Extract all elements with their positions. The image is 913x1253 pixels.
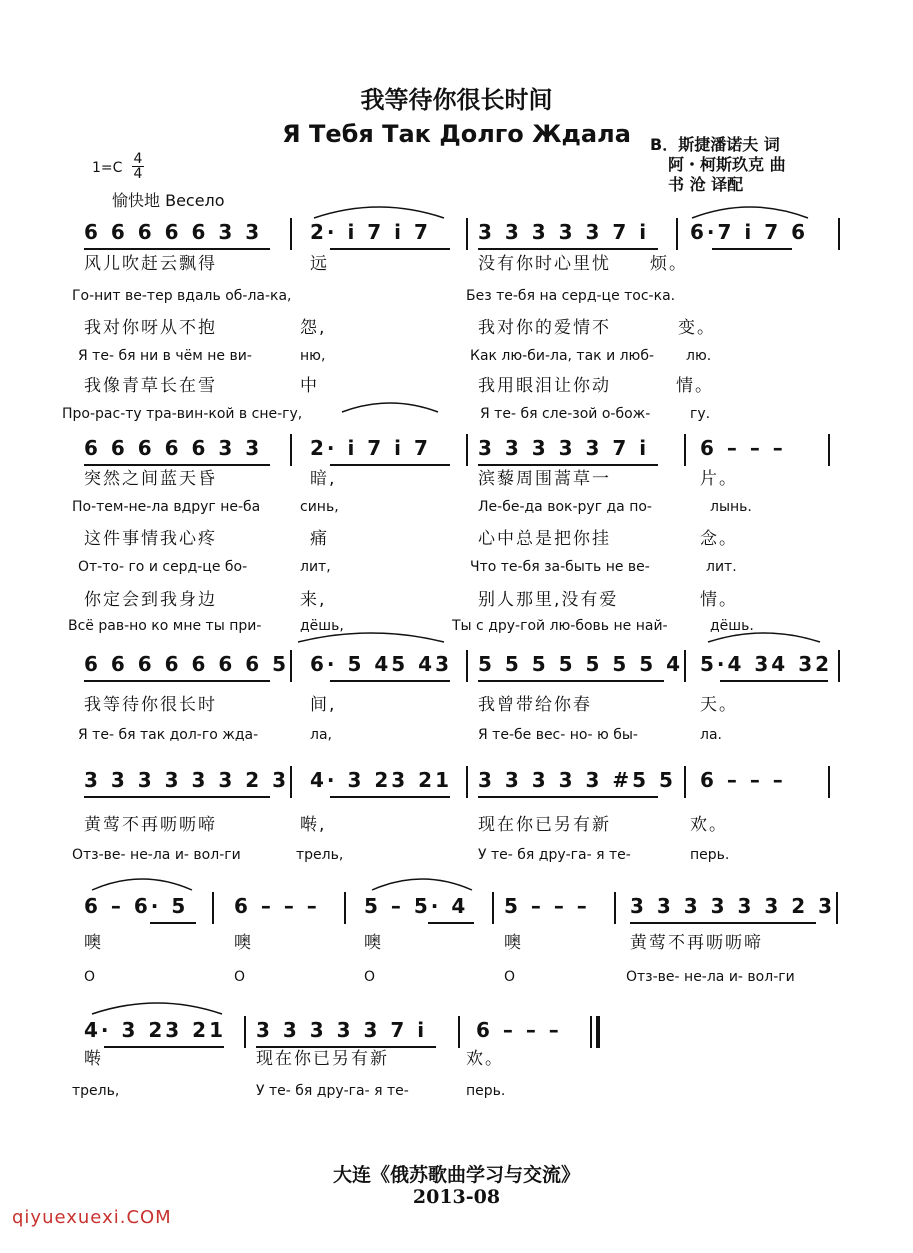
- lyric-line: 啭 现在你已另有新 欢。: [84, 1049, 504, 1069]
- lyric-line: 这件事情我心疼 痛 心中总是把你挂 念。: [84, 529, 738, 549]
- lyric-line: Го-нит ве-тер вдаль об-ла-ка, Без те-бя на серд-це тос-ка.: [72, 288, 676, 304]
- lyric-line: 噢 噢 噢 噢 黄莺不再呖呖啼: [84, 933, 763, 953]
- lyric-line: Отз-ве- не-ла и- вол-ги трель, У те- бя дру-га- я те- перь.: [72, 847, 730, 863]
- beam-underline: [84, 680, 270, 682]
- lyric-line: 突然之间蓝天昏 暗, 滨藜周围蒿草一 片。: [84, 469, 738, 489]
- credit-composer: 阿・柯斯玖克 曲: [668, 155, 786, 174]
- barline: [212, 892, 214, 924]
- barline: [344, 892, 346, 924]
- measure: 6 – – –: [476, 1018, 562, 1042]
- measure: 6 – – –: [234, 894, 320, 918]
- measure: 6 – 6· 5: [84, 894, 189, 918]
- lyric-line: 黄莺不再呖呖啼 啭, 现在你已另有新 欢。: [84, 815, 728, 835]
- watermark-text: qiyuexuexi.COM: [12, 1207, 172, 1228]
- lyric-line: По-тем-не-ла вдруг не-ба синь, Ле-бе-да вок-руг да по- лынь.: [72, 499, 752, 515]
- barline: [492, 892, 494, 924]
- barline: [838, 650, 840, 682]
- lyric-line: Про-рас-ту тра-вин-кой в сне-гу, Я те- бя сле-зой о-бож- гу.: [62, 406, 711, 422]
- barline: [290, 218, 292, 250]
- measure: 6·7 i 7 6: [690, 220, 809, 244]
- title-russian: Я Тебя Так Долго Ждала: [282, 120, 631, 148]
- beam-underline: [630, 922, 816, 924]
- measure: 2· i 7 i 7: [310, 436, 431, 460]
- beam-underline: [84, 796, 270, 798]
- beam-underline: [330, 680, 450, 682]
- barline: [828, 766, 830, 798]
- lyric-line: О О О О Отз-ве- не-ла и- вол-ги: [84, 969, 795, 985]
- measure: 3 3 3 3 3 3 2 3: [630, 894, 836, 918]
- measure: 5 5 5 5 5 5 5 4: [478, 652, 684, 676]
- score-system-6: [0, 1012, 913, 1048]
- beam-underline: [478, 248, 658, 250]
- measure: 6 – – –: [700, 436, 786, 460]
- measure: 6 – – –: [700, 768, 786, 792]
- credit-lyricist: B．斯捷潘诺夫 词: [650, 135, 780, 154]
- measure: 3 3 3 3 3 7 i: [478, 436, 650, 460]
- score-system-1: [0, 214, 913, 250]
- beam-underline: [478, 680, 664, 682]
- credit-translator: 书 沧 译配: [668, 175, 744, 194]
- barline: [838, 218, 840, 250]
- measure: 6 6 6 6 6 6 6 5: [84, 652, 290, 676]
- beam-underline: [712, 248, 792, 250]
- time-signature: 4 4: [133, 151, 143, 182]
- barline: [466, 218, 468, 250]
- score-system-3: [0, 646, 913, 682]
- final-barline: [596, 1016, 600, 1048]
- barline: [836, 892, 838, 924]
- barline: [466, 766, 468, 798]
- measure: 5 – – –: [504, 894, 590, 918]
- lyric-line: Я те- бя ни в чём не ви- ню, Как лю-би-ла, так и люб- лю.: [78, 348, 712, 364]
- barline: [828, 434, 830, 466]
- measure: 3 3 3 3 3 7 i: [256, 1018, 428, 1042]
- measure: 6· 5 45 43: [310, 652, 452, 676]
- barline: [458, 1016, 460, 1048]
- measure: 6 6 6 6 6 3 3: [84, 220, 263, 244]
- title-chinese: 我等待你很长时间: [360, 86, 553, 114]
- measure: 3 3 3 3 3 3 2 3: [84, 768, 290, 792]
- lyric-line: 风儿吹赶云飘得 远 没有你时心里忧 烦。: [84, 254, 688, 274]
- measure: 4· 3 23 21: [84, 1018, 226, 1042]
- beam-underline: [428, 922, 474, 924]
- measure: 5 – 5· 4: [364, 894, 469, 918]
- barline: [290, 434, 292, 466]
- beam-underline: [720, 680, 828, 682]
- measure: 5·4 34 32: [700, 652, 833, 676]
- barline: [466, 650, 468, 682]
- barline: [676, 218, 678, 250]
- lyric-line: Всё рав-но ко мне ты при- дёшь, Ты с дру-гой лю-бовь не най- дёшь.: [68, 618, 754, 634]
- barline: [614, 892, 616, 924]
- lyric-line: Я те- бя так дол-го жда- ла, Я те-бе вес- но- ю бы- ла.: [78, 727, 722, 743]
- barline: [684, 434, 686, 466]
- lyric-line: трель, У те- бя дру-га- я те- перь.: [72, 1083, 506, 1099]
- score-system-4: [0, 762, 913, 798]
- barline: [684, 766, 686, 798]
- barline: [290, 650, 292, 682]
- key-signature: 1=C: [92, 160, 123, 176]
- lyric-line: 我像青草长在雪 中 我用眼泪让你动 情。: [84, 376, 714, 396]
- footer-date: 2013-08: [412, 1186, 501, 1208]
- measure: 3 3 3 3 3 #5 5: [478, 768, 676, 792]
- barline: [290, 766, 292, 798]
- footer-source: 大连《俄苏歌曲学习与交流》: [332, 1164, 580, 1186]
- tempo-marking: 愉快地 Весело: [112, 191, 225, 210]
- lyric-line: 我对你呀从不抱 怨, 我对你的爱情不 变。: [84, 318, 716, 338]
- barline: [244, 1016, 246, 1048]
- barline: [684, 650, 686, 682]
- measure: 4· 3 23 21: [310, 768, 452, 792]
- measure: 2· i 7 i 7: [310, 220, 431, 244]
- beam-underline: [478, 796, 658, 798]
- barline: [466, 434, 468, 466]
- score-system-5: [0, 888, 913, 924]
- beam-underline: [84, 248, 270, 250]
- beam-underline: [330, 248, 450, 250]
- measure: 3 3 3 3 3 7 i: [478, 220, 650, 244]
- lyric-line: От-то- го и серд-це бо- лит, Что те-бя за-быть не ве- лит.: [78, 559, 737, 575]
- lyric-line: 你定会到我身边 来, 别人那里,没有爱 情。: [84, 590, 738, 610]
- measure: 6 6 6 6 6 3 3: [84, 436, 263, 460]
- beam-underline: [330, 796, 450, 798]
- score-system-2: [0, 430, 913, 466]
- barline: [590, 1016, 592, 1048]
- lyric-line: 我等待你很长时 间, 我曾带给你春 天。: [84, 695, 738, 715]
- beam-underline: [150, 922, 196, 924]
